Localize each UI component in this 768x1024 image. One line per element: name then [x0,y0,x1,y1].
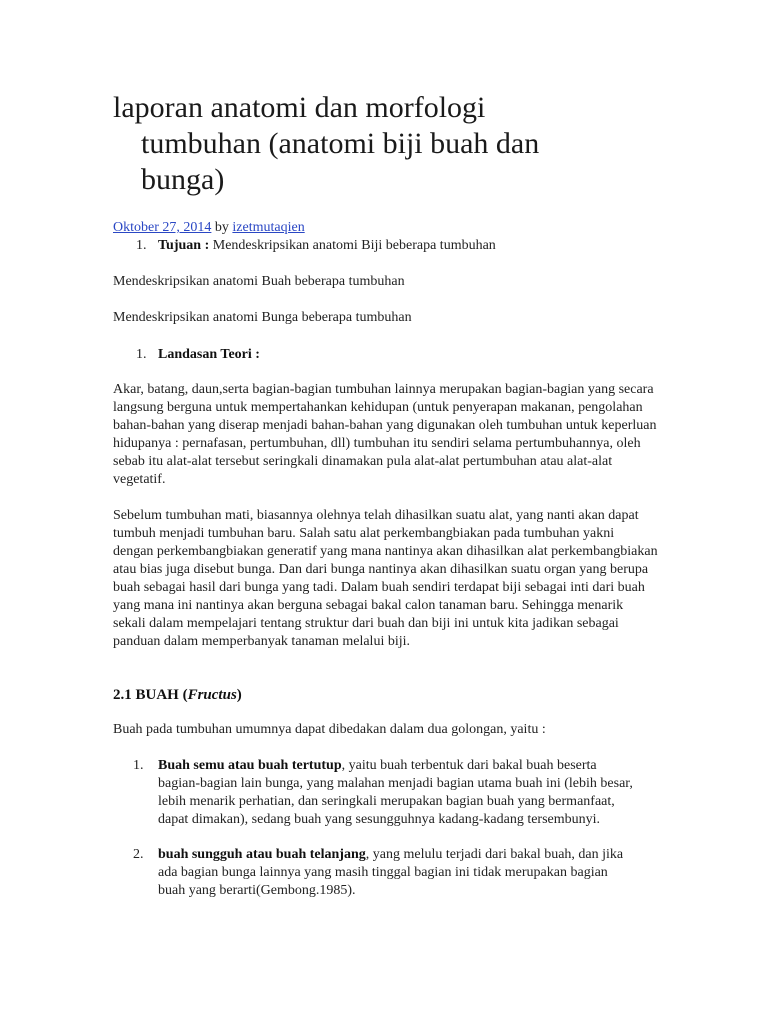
post-meta [113,219,305,237]
tujuan-line-2: Mendeskripsikan anatomi Buah beberapa tumbuhan [113,274,405,289]
post-date-link[interactable]: Oktober 27, 2014 [113,220,212,235]
list-item [158,757,638,829]
list-item-number: 2. [133,847,144,862]
intro-text: Buah pada tumbuhan umumnya dapat dibedakan dalam dua golongan, yaitu : [113,722,546,737]
landasan-number: 1. [136,347,147,362]
landasan-heading [158,346,638,364]
tujuan-number: 1. [136,238,147,253]
list-item-number: 1. [133,758,144,773]
section-suffix: ) [236,687,242,703]
section-italic: Fructus [187,687,237,703]
list-item-text: , yang melulu terjadi dari bakal buah, dan jika ada bagian bunga lainnya yang masih tinggal bagian ini tidak merupakan bagian buah yang berarti(Gembong.1985). [158,847,624,898]
tujuan-text: Mendeskripsikan anatomi Biji beberapa tumbuhan [212,238,496,253]
by-label: by [214,220,229,235]
section-prefix: 2.1 BUAH ( [113,687,188,703]
paragraph-1: Akar, batang, daun,serta bagian-bagian tumbuhan lainnya merupakan bagian-bagian yang secara langsung berguna untuk mempertahankan kehidupan (untuk penyerapan makanan, pengolahan bahan-bahan yang diserap menjadi bahan-bahan yang digunakan oleh tumbuhan untuk keperluan hidupanya : pernafasan, pertumbuhan, dll) tumbuhan itu sendiri selama pertumbuhannya, oleh sebab itu alat-alat tersebut seringkali dinamakan pula alat-alat pertumbuhan atau alat-alat vegetatif. [113,382,657,487]
tujuan-line-3: Mendeskripsikan anatomi Bunga beberapa tumbuhan [113,310,412,325]
list-item-bold: buah sungguh atau buah telanjang [158,847,366,862]
landasan-label: Landasan Teori : [158,347,260,362]
list-item [158,846,638,900]
section-heading [113,686,658,704]
paragraph-2: Sebelum tumbuhan mati, biasannya olehnya telah dihasilkan suatu alat, yang nanti akan dapat tumbuh menjadi tumbuhan baru. Salah satu alat perkembangbiakan pada tumbuhan yakni dengan perkembangbiakan generatif yang mana nantinya akan dihasilkan alat perkembangbiakan atau bias juga disebut bunga. Dan dari bunga nantinya akan dihasilkan suatu organ yang berupa buah sebagai hasil dari bunga yang tadi. Dalam buah sendiri terdapat biji sebagai inti dari buah yang mana ini nantinya akan berguna sebagai bakal calon tanaman baru. Sehingga menarik sekali dalam mempelajari tentang struktur dari buah dan biji ini untuk kita jadikan sebagai panduan dalam memperbanyak tanaman melalui biji. [113,508,658,649]
author-link[interactable]: izetmutaqien [232,220,305,235]
page-title: laporan anatomi dan morfologi tumbuhan (anatomi biji buah dan bunga) [113,91,540,196]
tujuan-label: Tujuan : [158,238,210,253]
tujuan-item [158,237,638,255]
list-item-bold: Buah semu atau buah tertutup [158,758,342,773]
list-item-text: , yaitu buah terbentuk dari bakal buah beserta bagian-bagian lain bunga, yang malahan menjadi bagian utama buah ini (lebih besar, lebih menarik perhatian, dan seringkali merupakan bagian buah yang bermanfaat, dapat dimakan), sedang buah yang sesungguhnya kadang-kadang tersembunyi. [158,758,633,827]
